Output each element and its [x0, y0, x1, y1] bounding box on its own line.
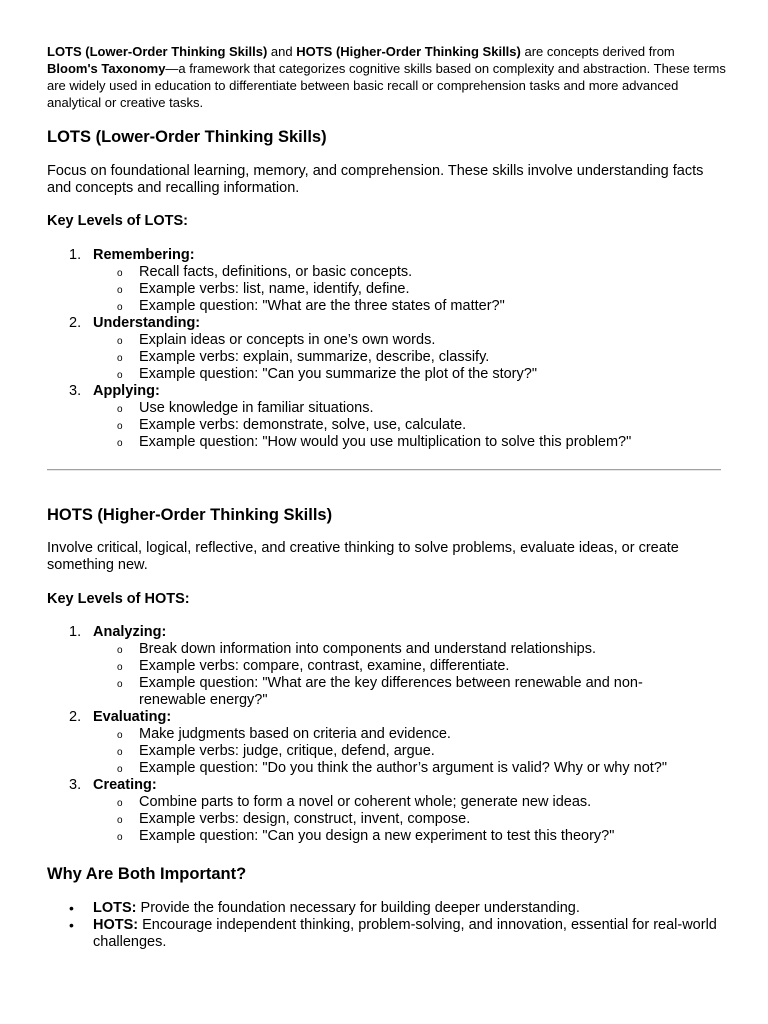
- level-point: [93, 332, 727, 349]
- point-text: Example verbs: design, construct, invent, compose.: [139, 811, 471, 827]
- level-title: Analyzing:: [93, 624, 167, 640]
- intro-lots-term: LOTS (Lower-Order Thinking Skills): [47, 44, 268, 59]
- level-title: Creating:: [93, 777, 157, 793]
- circle-bullet-icon: o: [117, 645, 123, 656]
- hots-description: Involve critical, logical, reflective, and creative thinking to solve problems, evaluate ideas, or create something new.: [47, 540, 679, 573]
- lots-key-levels-heading: Key Levels of LOTS:: [47, 213, 189, 229]
- lots-description: Focus on foundational learning, memory, and comprehension. These skills involve understanding facts and concepts and recalling information.: [47, 163, 704, 196]
- circle-bullet-icon: o: [117, 679, 123, 690]
- bullet-dot-icon: •: [69, 917, 74, 933]
- point-text: Example question: "Can you design a new experiment to test this theory?": [139, 828, 615, 844]
- level-point: [93, 760, 727, 777]
- importance-list: [47, 900, 727, 951]
- point-text: Make judgments based on criteria and evidence.: [139, 726, 451, 742]
- circle-bullet-icon: o: [117, 302, 123, 313]
- point-text: Example verbs: list, name, identify, define.: [139, 281, 410, 297]
- point-text: Use knowledge in familiar situations.: [139, 400, 374, 416]
- level-point: [93, 417, 727, 434]
- point-text: Recall facts, definitions, or basic concepts.: [139, 264, 413, 280]
- intro-hots-term: HOTS (Higher-Order Thinking Skills): [296, 44, 521, 59]
- level-number: 3.: [69, 777, 82, 793]
- circle-bullet-icon: o: [117, 421, 123, 432]
- level-title: Remembering:: [93, 247, 195, 263]
- level-number: 1.: [69, 624, 82, 640]
- lots-level-item: [47, 315, 727, 383]
- point-text: Example verbs: compare, contrast, examine, differentiate.: [139, 658, 510, 674]
- point-text: Explain ideas or concepts in one’s own words.: [139, 332, 436, 348]
- circle-bullet-icon: o: [117, 438, 123, 449]
- hots-levels-list: [47, 624, 727, 845]
- level-number: 2.: [69, 315, 82, 331]
- hots-key-levels-heading: Key Levels of HOTS:: [47, 591, 190, 607]
- lots-levels-list: [47, 247, 727, 451]
- bullet-text: Provide the foundation necessary for building deeper understanding.: [136, 900, 580, 916]
- hots-heading: HOTS (Higher-Order Thinking Skills): [47, 506, 333, 524]
- circle-bullet-icon: o: [117, 764, 123, 775]
- circle-bullet-icon: o: [117, 815, 123, 826]
- level-title: Understanding:: [93, 315, 201, 331]
- level-point: [93, 794, 727, 811]
- importance-item: [47, 900, 727, 917]
- level-point: [93, 298, 727, 315]
- level-point: [93, 641, 727, 658]
- circle-bullet-icon: o: [117, 798, 123, 809]
- circle-bullet-icon: o: [117, 730, 123, 741]
- intro-paragraph: [47, 43, 727, 111]
- level-title: Evaluating:: [93, 709, 172, 725]
- level-points: [93, 726, 727, 777]
- bullet-text: Encourage independent thinking, problem-solving, and innovation, essential for real-world challenges.: [93, 917, 717, 950]
- point-text: Example question: "What are the three states of matter?": [139, 298, 505, 314]
- level-point: [93, 828, 727, 845]
- bullet-label: LOTS:: [93, 900, 137, 916]
- point-text: Example verbs: demonstrate, solve, use, calculate.: [139, 417, 467, 433]
- level-point: [93, 811, 727, 828]
- level-point: [93, 366, 727, 383]
- lots-level-item: [47, 383, 727, 451]
- level-points: [93, 264, 727, 315]
- section-divider: [47, 469, 721, 471]
- bullet-label: HOTS:: [93, 917, 139, 933]
- point-text: Example question: "Can you summarize the plot of the story?": [139, 366, 537, 382]
- level-number: 2.: [69, 709, 82, 725]
- point-text: Break down information into components and understand relationships.: [139, 641, 597, 657]
- point-text: Example verbs: judge, critique, defend, argue.: [139, 743, 435, 759]
- level-points: [93, 332, 727, 383]
- level-point: [93, 743, 727, 760]
- circle-bullet-icon: o: [117, 268, 123, 279]
- level-point: [93, 434, 727, 451]
- intro-text-1: are concepts derived from: [520, 44, 675, 59]
- level-point: [93, 400, 727, 417]
- hots-level-item: [47, 777, 727, 845]
- bullet-dot-icon: •: [69, 900, 74, 916]
- point-text: Example question: "How would you use multiplication to solve this problem?": [139, 434, 632, 450]
- level-points: [93, 794, 727, 845]
- level-point: [93, 281, 727, 298]
- circle-bullet-icon: o: [117, 353, 123, 364]
- level-points: [93, 641, 727, 709]
- hots-level-item: [47, 709, 727, 777]
- level-points: [93, 400, 727, 451]
- circle-bullet-icon: o: [117, 285, 123, 296]
- level-number: 1.: [69, 247, 82, 263]
- circle-bullet-icon: o: [117, 404, 123, 415]
- lots-level-item: [47, 247, 727, 315]
- level-point: [93, 264, 727, 281]
- hots-level-item: [47, 624, 727, 709]
- circle-bullet-icon: o: [117, 370, 123, 381]
- circle-bullet-icon: o: [117, 747, 123, 758]
- lots-heading: LOTS (Lower-Order Thinking Skills): [47, 128, 327, 146]
- circle-bullet-icon: o: [117, 336, 123, 347]
- level-point: [93, 658, 727, 675]
- importance-heading: Why Are Both Important?: [47, 865, 247, 883]
- intro-and: and: [267, 44, 297, 59]
- level-point: [93, 349, 727, 366]
- level-point: [93, 675, 727, 709]
- circle-bullet-icon: o: [117, 662, 123, 673]
- point-text: Example verbs: explain, summarize, describe, classify.: [139, 349, 490, 365]
- level-point: [93, 726, 727, 743]
- point-text: Combine parts to form a novel or coherent whole; generate new ideas.: [139, 794, 592, 810]
- level-number: 3.: [69, 383, 82, 399]
- intro-text-2: —a framework that categorizes cognitive skills based on complexity and abstraction. These terms are widely used in education to differentiate between basic recall or comprehension tasks and more advanced analytical or creative tasks.: [47, 61, 726, 110]
- intro-blooms: Bloom's Taxonomy: [47, 61, 166, 76]
- point-text: Example question: "What are the key differences between renewable and non-renewable energy?": [139, 675, 643, 708]
- importance-item: [47, 917, 727, 951]
- circle-bullet-icon: o: [117, 832, 123, 843]
- level-title: Applying:: [93, 383, 160, 399]
- point-text: Example question: "Do you think the author’s argument is valid? Why or why not?": [139, 760, 668, 776]
